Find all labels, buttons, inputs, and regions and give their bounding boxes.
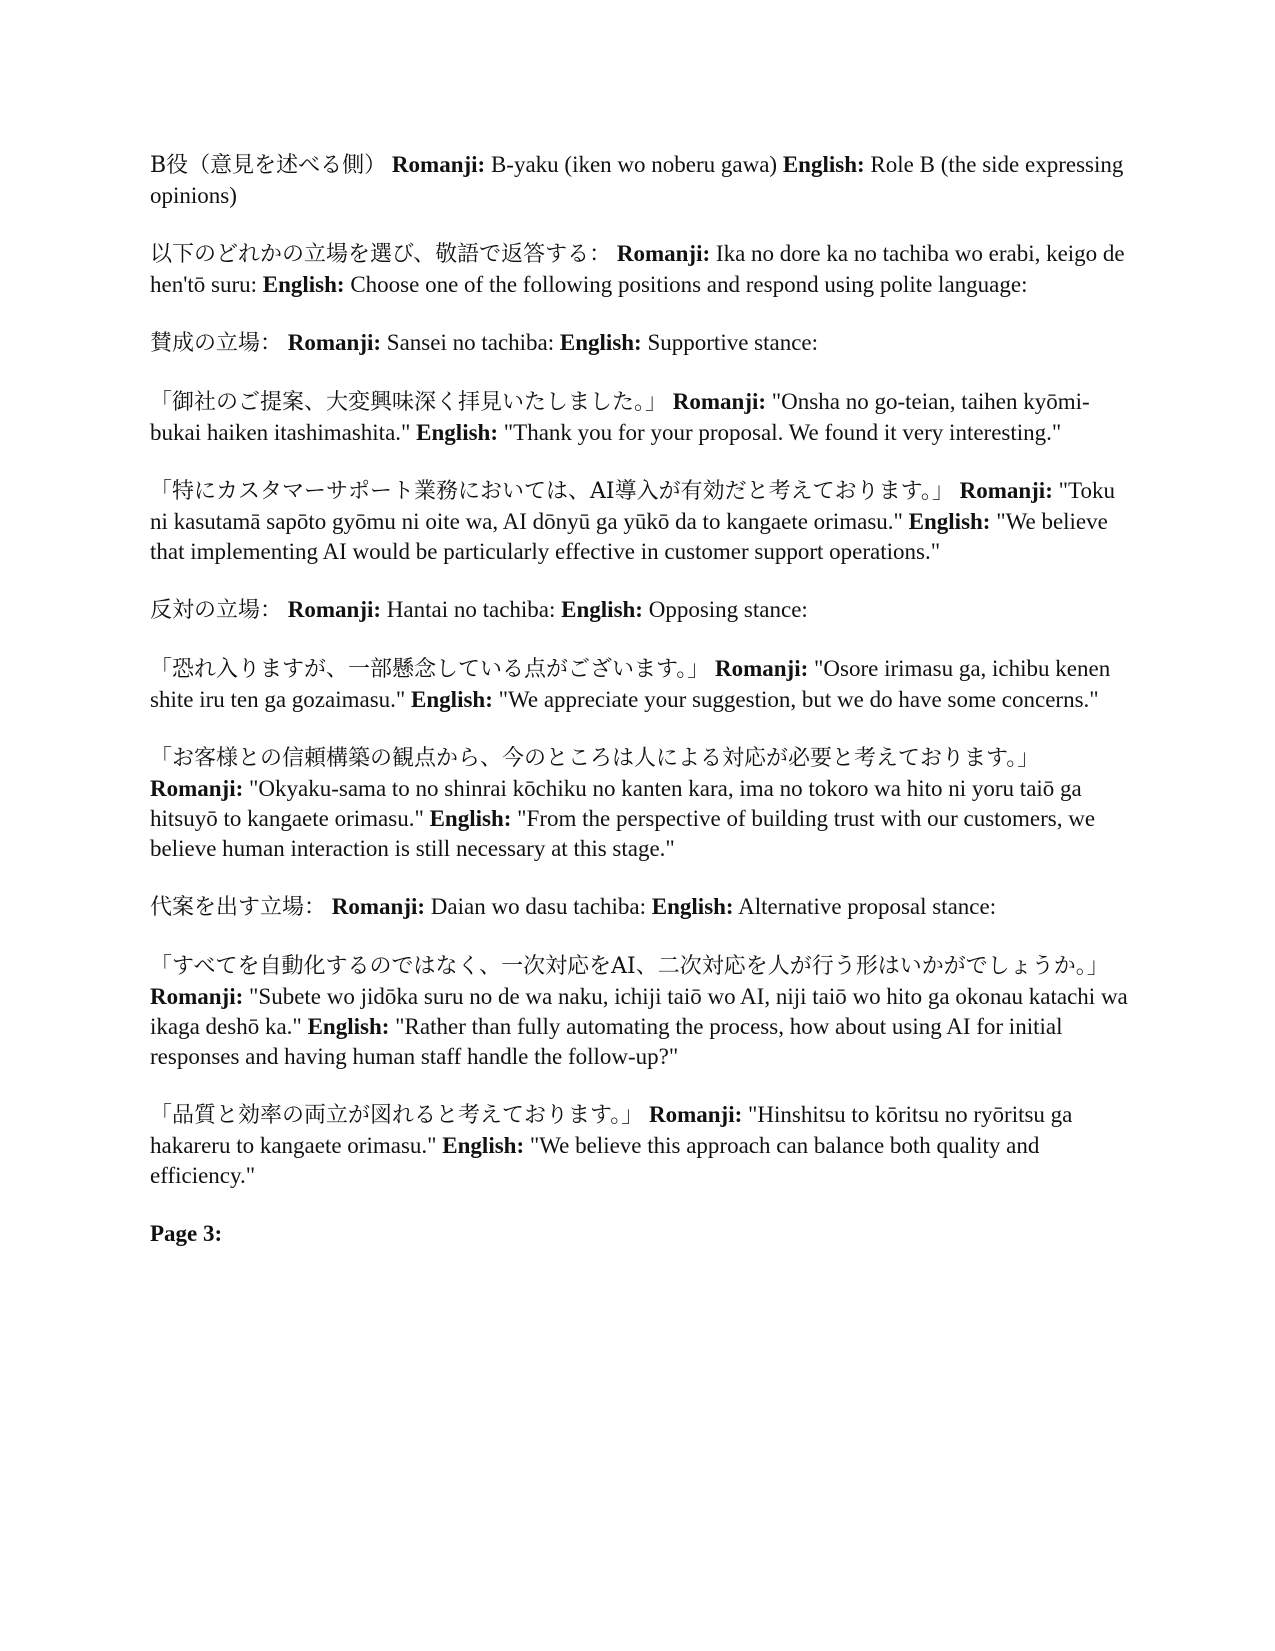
paragraph-opposing-1 xyxy=(150,654,1128,715)
english-label: English: xyxy=(442,1133,525,1158)
paragraph-instructions xyxy=(150,239,1128,300)
english-label: English: xyxy=(561,597,643,622)
english-text: Supportive stance: xyxy=(647,330,819,355)
romanji-text: "Hinshitsu to kōritsu no ryōritsu ga hakareru to kangaete orimasu." xyxy=(150,1102,1073,1158)
romanji-label: Romanji: xyxy=(616,241,711,266)
english-label: English: xyxy=(651,894,734,919)
romanji-label: Romanji: xyxy=(672,389,767,414)
paragraph-alternative-1 xyxy=(150,951,1128,1072)
romanji-text: "Onsha no go-teian, taihen kyōmi-bukai haiken itashimashita." xyxy=(150,389,1090,445)
romanji-text: Hantai no tachiba: xyxy=(386,597,556,622)
english-text: Alternative proposal stance: xyxy=(738,894,997,919)
english-label: English: xyxy=(908,509,991,534)
romanji-text: "Okyaku-sama to no shinrai kōchiku no kanten kara, ima no tokoro wa hito ni yoru taiō ga hitsuyō to kangaete orimasu." xyxy=(150,776,1082,831)
romanji-label: Romanji: xyxy=(287,330,382,355)
paragraph-opposing-2 xyxy=(150,743,1128,864)
paragraph-alternative-2 xyxy=(150,1100,1128,1191)
romanji-text: "Osore irimasu ga, ichibu kenen shite iru ten ga gozaimasu." xyxy=(150,656,1111,712)
english-text: "We believe this approach can balance both quality and efficiency." xyxy=(150,1133,1040,1188)
japanese-text: B役（意見を述べる側） xyxy=(150,153,387,178)
romanji-text: Daian wo dasu tachiba: xyxy=(430,894,647,919)
english-label: English: xyxy=(416,420,498,445)
romanji-text: Sansei no tachiba: xyxy=(386,330,555,355)
romanji-text: "Toku ni kasutamā sapōto gyōmu ni oite wa, AI dōnyū ga yūkō da to kangaete orimasu." xyxy=(150,478,1115,534)
english-text: Role B (the side expressing opinions) xyxy=(150,152,1124,208)
romanji-label: Romanji: xyxy=(715,656,809,681)
japanese-text: 「品質と効率の両立が図れると考えております。」 xyxy=(150,1103,644,1128)
romanji-text: B-yaku (iken wo noberu gawa) xyxy=(490,152,778,177)
japanese-text: 代案を出す立場： xyxy=(150,895,327,920)
english-label: English: xyxy=(262,272,345,297)
english-text: "We appreciate your suggestion, but we do have some concerns." xyxy=(498,687,1099,712)
english-text: Opposing stance: xyxy=(648,597,808,622)
romanji-label: Romanji: xyxy=(150,776,244,801)
document-body xyxy=(150,150,1128,1249)
japanese-text: 「お客様との信頼構築の観点から、今のところは人による対応が必要と考えております。」 xyxy=(150,746,1040,771)
romanji-text: "Subete wo jidōka suru no de wa naku, ichiji taiō wo AI, niji taiō wo hito ga okonau katachi wa ikaga deshō ka." xyxy=(150,984,1128,1039)
japanese-text: 「恐れ入りますが、一部懸念している点がございます。」 xyxy=(150,657,710,682)
romanji-label: Romanji: xyxy=(391,152,486,177)
romanji-label: Romanji: xyxy=(287,597,382,622)
english-label: English: xyxy=(782,152,865,177)
english-label: English: xyxy=(307,1014,390,1039)
paragraph-supportive-1 xyxy=(150,387,1128,448)
japanese-text: 以下のどれかの立場を選び、敬語で返答する： xyxy=(150,242,612,267)
english-label: English: xyxy=(411,687,493,712)
english-text: Choose one of the following positions and respond using polite language: xyxy=(350,272,1028,297)
romanji-label: Romanji: xyxy=(649,1102,743,1127)
paragraph-supportive-heading xyxy=(150,328,1128,359)
japanese-text: 「御社のご提案、大変興味深く拝見いたしました。」 xyxy=(150,390,668,415)
english-text: "Rather than fully automating the process, how about using AI for initial responses and having human staff handle the follow-up?" xyxy=(150,1014,1063,1069)
page-label: Page 3: xyxy=(150,1221,223,1246)
english-text: "We believe that implementing AI would be particularly effective in customer support operations." xyxy=(150,509,1108,564)
paragraph-alternative-heading xyxy=(150,892,1128,923)
romanji-label: Romanji: xyxy=(331,894,426,919)
japanese-text: 反対の立場： xyxy=(150,598,283,623)
paragraph-role-b xyxy=(150,150,1128,211)
romanji-label: Romanji: xyxy=(150,984,244,1009)
romanji-text: Ika no dore ka no tachiba wo erabi, keigo de hen'tō suru: xyxy=(150,241,1125,297)
japanese-text: 賛成の立場： xyxy=(150,331,283,356)
english-text: "Thank you for your proposal. We found it very interesting." xyxy=(503,420,1062,445)
japanese-text: 「特にカスタマーサポート業務においては、AI導入が有効だと考えております。」 xyxy=(150,479,954,504)
english-label: English: xyxy=(559,330,642,355)
romanji-label: Romanji: xyxy=(959,478,1053,503)
english-text: "From the perspective of building trust with our customers, we believe human interaction is still necessary at this stage." xyxy=(150,806,1096,861)
paragraph-supportive-2 xyxy=(150,476,1128,567)
english-label: English: xyxy=(429,806,512,831)
paragraph-opposing-heading xyxy=(150,595,1128,626)
japanese-text: 「すべてを自動化するのではなく、一次対応をAI、二次対応を人が行う形はいかがでしょうか。」 xyxy=(150,954,1109,979)
